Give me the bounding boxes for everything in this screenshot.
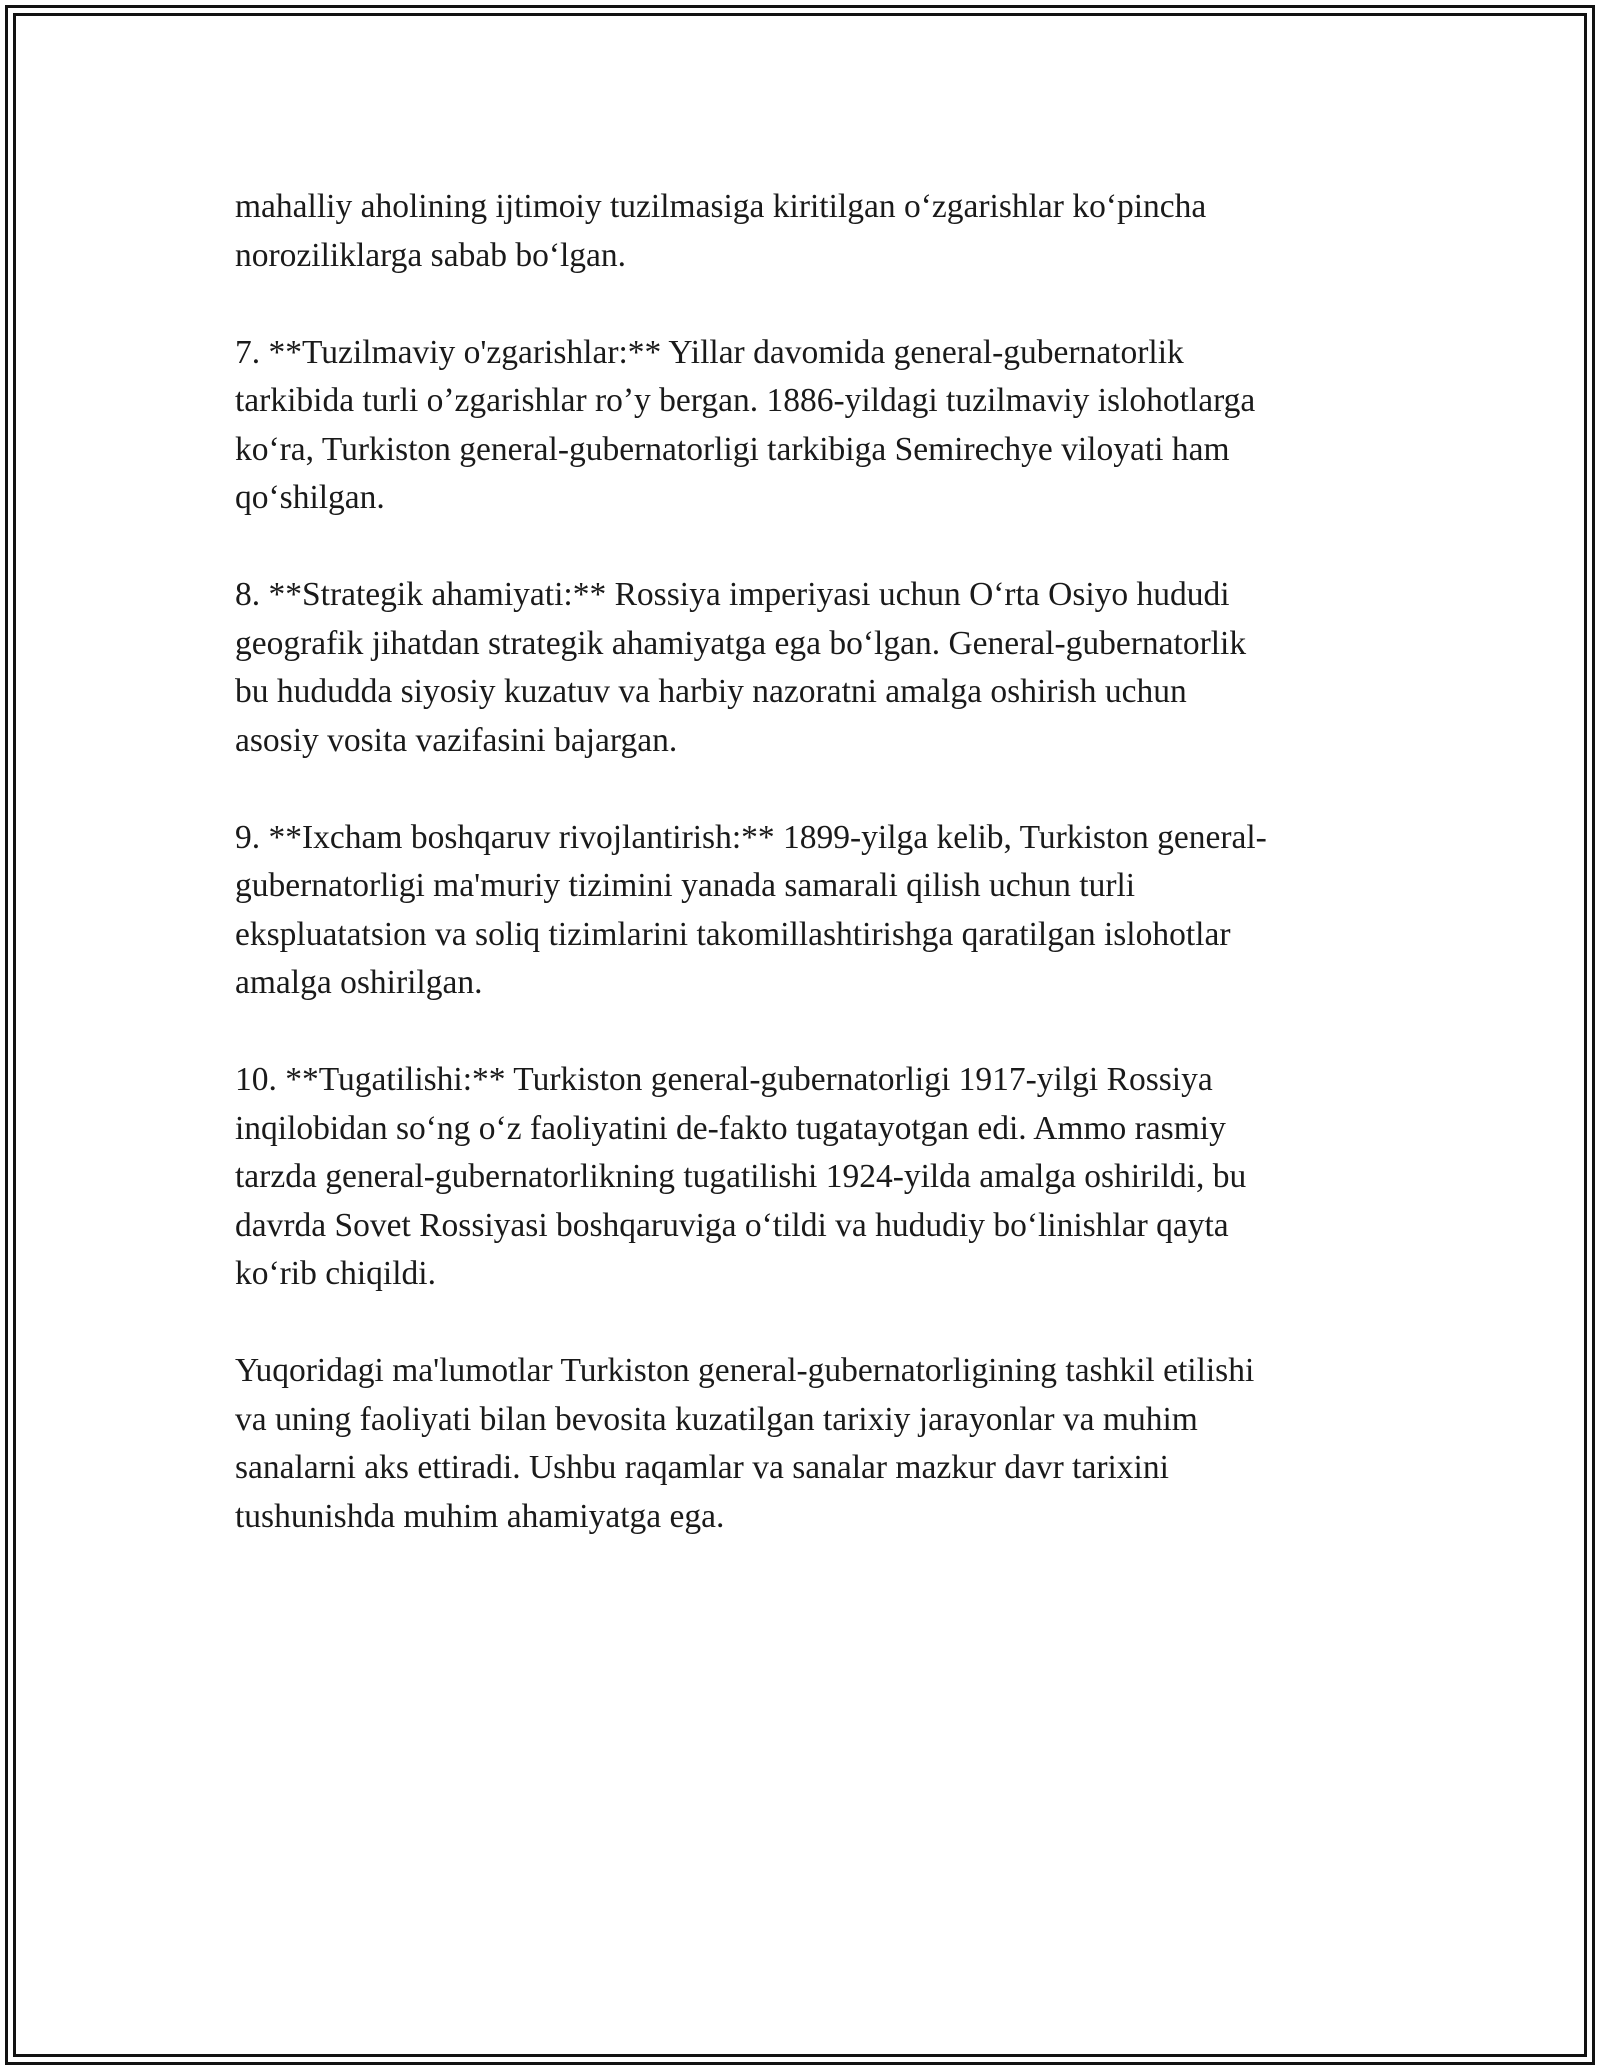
text-line: geografik jihatdan strategik ahamiyatga ega boʻlgan. General-gubernatorlik bbox=[235, 624, 1247, 662]
list-item-10 bbox=[235, 1056, 1385, 1299]
text-line: inqilobidan soʻng oʻz faoliyatini de-fakto tugatayotgan edi. Ammo rasmiy bbox=[235, 1109, 1226, 1147]
text-line: sanalarni aks ettiradi. Ushbu raqamlar va sanalar mazkur davr tarixini bbox=[235, 1449, 1169, 1486]
text-line: 10. **Tugatilishi:** Turkiston general-gubernatorligi 1917-yilgi Rossiya bbox=[235, 1061, 1213, 1098]
text-line: koʻra, Turkiston general-gubernatorligi tarkibiga Semirechye viloyati ham bbox=[235, 430, 1230, 468]
text-line: va uning faoliyati bilan bevosita kuzatilgan tarixiy jarayonlar va muhim bbox=[235, 1400, 1198, 1438]
text-line: mahalliy aholining ijtimoiy tuzilmasiga kiritilgan oʻzgarishlar koʻpincha bbox=[235, 188, 1207, 225]
text-line: tarzda general-gubernatorlikning tugatilishi 1924-yilda amalga oshirildi, bu bbox=[235, 1158, 1247, 1195]
text-line: amalga oshirilgan. bbox=[235, 964, 483, 1001]
document-body bbox=[235, 183, 1385, 1590]
text-line: gubernatorligi ma'muriy tizimini yanada samarali qilish uchun turli bbox=[235, 867, 1136, 904]
text-line: koʻrib chiqildi. bbox=[235, 1255, 436, 1292]
text-line: tarkibida turli oʼzgarishlar roʼy bergan. 1886-yildagi tuzilmaviy islohotlarga bbox=[235, 382, 1256, 419]
list-item-9 bbox=[235, 814, 1385, 1008]
text-line: 8. **Strategik ahamiyati:** Rossiya imperiyasi uchun Oʻrta Osiyo hududi bbox=[235, 576, 1230, 613]
list-item-8 bbox=[235, 571, 1385, 765]
paragraph-continuation bbox=[235, 183, 1385, 280]
text-line: Yuqoridagi ma'lumotlar Turkiston general-gubernatorligining tashkil etilishi bbox=[235, 1352, 1255, 1389]
text-line: noroziliklarga sabab boʻlgan. bbox=[235, 236, 627, 274]
text-line: davrda Sovet Rossiyasi boshqaruviga oʻtildi va hududiy boʻlinishlar qayta bbox=[235, 1206, 1229, 1244]
text-line: bu hududda siyosiy kuzatuv va harbiy nazoratni amalga oshirish uchun bbox=[235, 673, 1187, 710]
paragraph-conclusion bbox=[235, 1347, 1385, 1541]
text-line: tushunishda muhim ahamiyatga ega. bbox=[235, 1497, 725, 1535]
text-line: 7. **Tuzilmaviy o'zgarishlar:** Yillar davomida general-gubernatorlik bbox=[235, 333, 1184, 371]
text-line: 9. **Ixcham boshqaruv rivojlantirish:** 1899-yilga kelib, Turkiston general- bbox=[235, 818, 1267, 856]
text-line: ekspluatatsion va soliq tizimlarini takomillashtirishga qaratilgan islohotlar bbox=[235, 915, 1231, 953]
text-line: asosiy vosita vazifasini bajargan. bbox=[235, 721, 678, 759]
list-item-7 bbox=[235, 329, 1385, 523]
text-line: qoʻshilgan. bbox=[235, 479, 385, 516]
